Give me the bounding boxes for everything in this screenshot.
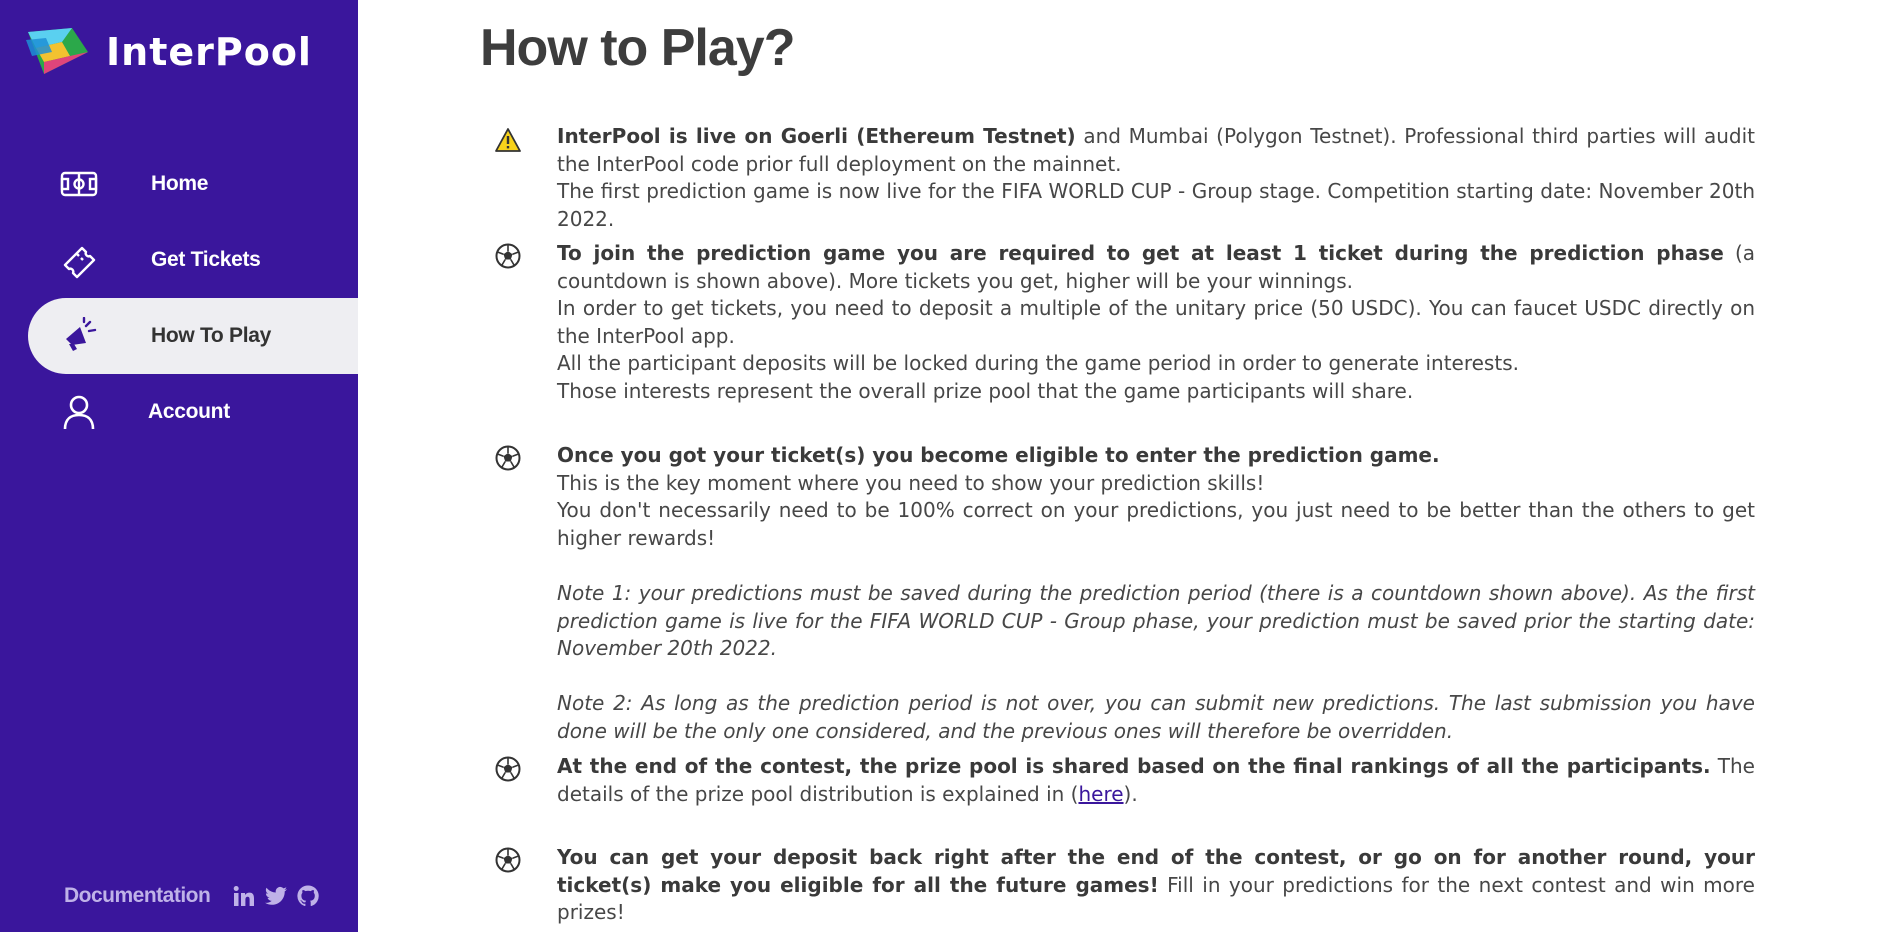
paragraph bbox=[557, 844, 1755, 927]
text: and Mumbai (Polygon Testnet). Professional third parties will audit the InterPool code prior full deployment on the mainnet. bbox=[557, 124, 1755, 176]
section-text bbox=[557, 753, 1755, 808]
sidebar-item-label: Get Tickets bbox=[151, 248, 261, 271]
spacer bbox=[557, 663, 1755, 691]
paragraph: The first prediction game is now live for the FIFA WORLD CUP - Group stage. Competition starting date: November 20th 2022. bbox=[557, 179, 1755, 231]
section-text bbox=[557, 240, 1755, 406]
ticket-icon bbox=[60, 241, 98, 279]
paragraph: This is the key moment where you need to show your prediction skills! bbox=[557, 470, 1265, 495]
warning-icon bbox=[494, 126, 522, 154]
sidebar bbox=[0, 0, 358, 932]
section-text bbox=[557, 442, 1755, 746]
text: Fill in your predictions for the next contest and win more prizes! bbox=[557, 872, 1755, 925]
text: (a countdown is shown above). More tickets you get, higher will be your winnings. bbox=[557, 241, 1755, 293]
soccer-ball-icon bbox=[494, 444, 522, 472]
paragraph bbox=[557, 753, 1755, 808]
soccer-ball-icon bbox=[494, 846, 522, 874]
github-icon[interactable] bbox=[296, 884, 320, 908]
spacer bbox=[557, 552, 1755, 580]
paragraph bbox=[557, 240, 1755, 295]
paragraph: You don't necessarily need to be 100% correct on your predictions, you just need to be better than the others to get higher rewards! bbox=[557, 498, 1755, 550]
bold-text: At the end of the contest, the prize pool is shared based on the final rankings of all the participants. bbox=[557, 754, 1711, 778]
paragraph: Those interests represent the overall prize pool that the game participants will share. bbox=[557, 378, 1414, 403]
bold-text: You can get your deposit back right after the end of the contest, or go on for another round, your ticket(s) make you eligible for all the future games! bbox=[557, 845, 1755, 897]
paragraph: All the participant deposits will be locked during the game period in order to generate interests. bbox=[557, 351, 1519, 376]
sidebar-nav bbox=[28, 146, 358, 450]
sidebar-item-home[interactable] bbox=[28, 146, 358, 222]
sidebar-item-label: How To Play bbox=[151, 324, 271, 347]
paragraph bbox=[557, 123, 1755, 178]
prize-distribution-link[interactable]: here bbox=[1078, 781, 1124, 806]
section-text bbox=[557, 844, 1755, 927]
soccer-ball-icon bbox=[494, 242, 522, 270]
sidebar-item-label: Home bbox=[151, 172, 209, 195]
paragraph bbox=[557, 442, 1755, 470]
paragraph: In order to get tickets, you need to deposit a multiple of the unitary price (50 USDC). You can faucet USDC directly on the InterPool app. bbox=[557, 296, 1755, 348]
bold-text: Once you got your ticket(s) you become eligible to enter the prediction game. bbox=[557, 443, 1440, 467]
sidebar-footer bbox=[64, 884, 320, 908]
linkedin-icon[interactable] bbox=[232, 884, 256, 908]
sidebar-item-how-to-play[interactable] bbox=[28, 298, 358, 374]
user-icon bbox=[60, 393, 98, 431]
page-title: How to Play? bbox=[480, 19, 795, 77]
twitter-icon[interactable] bbox=[264, 884, 288, 908]
sidebar-item-get-tickets[interactable] bbox=[28, 222, 358, 298]
text: The details of the prize pool distribution is explained in ( bbox=[557, 754, 1755, 806]
logo[interactable] bbox=[22, 26, 312, 78]
soccer-ball-icon bbox=[494, 755, 522, 783]
note-1: Note 1: your predictions must be saved during the prediction period (there is a countdown shown above). As the first prediction game is live for the FIFA WORLD CUP - Group phase, your prediction must be saved prior the starting date: November 20th 2022. bbox=[557, 580, 1755, 661]
sidebar-item-label: Account bbox=[148, 400, 230, 423]
documentation-link[interactable]: Documentation bbox=[64, 884, 211, 907]
bold-text: To join the prediction game you are required to get at least 1 ticket during the prediction phase bbox=[557, 241, 1724, 265]
interpool-logo-icon bbox=[22, 26, 92, 78]
soccer-field-icon bbox=[60, 165, 98, 203]
bold-text: InterPool is live on Goerli (Ethereum Testnet) bbox=[557, 124, 1076, 148]
text: ). bbox=[1123, 781, 1138, 806]
sidebar-item-account[interactable] bbox=[28, 374, 358, 450]
section-text bbox=[557, 123, 1755, 233]
megaphone-icon bbox=[60, 317, 98, 355]
app-name: InterPool bbox=[106, 30, 312, 74]
note-2: Note 2: As long as the prediction period is not over, you can submit new predictions. The last submission you have done will be the only one considered, and the previous ones will therefore be overridden. bbox=[557, 691, 1755, 743]
social-links bbox=[232, 884, 320, 908]
